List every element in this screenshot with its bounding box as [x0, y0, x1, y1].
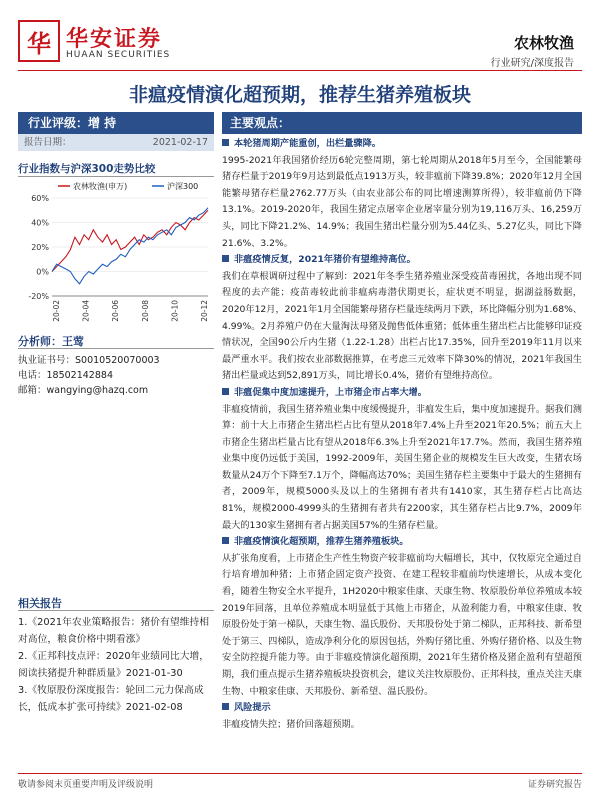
related-report-item[interactable]: 2.《正邦科技点评：2020年业绩同比大增，阅读扶猪提升种群质量》2021-01-30: [18, 651, 210, 679]
footer-disclaimer: 敬请参阅末页重要声明及评级说明: [18, 780, 154, 790]
paragraph: 1995-2021年我国猪价经历6轮完整周期，第七轮周期从2018年5月至今，全国能繁母猪存栏量于2019年9月达到最低点1913万头，较非瘟前下降39.8%；2020年12月全国能繁母猪存栏量2762.77万头（由农业部公布的同比增速测算所得），较非瘟前仍下降13.1%。2019-2020年，我国生猪定点屠宰企业屠宰量分别为19,116万头、16,259万头，同比下降21.2%、14.9%；我国生猪出栏量分别为5.44亿头、5.27亿头，同比下降21.6%、3.2%。: [222, 154, 582, 249]
related-report-item[interactable]: 1.《2021年农业策略报告：猪价有望维持相对高位，粮食价格中期看涨》: [18, 617, 210, 645]
x-tick-label: 20-04: [81, 300, 91, 322]
logo-mark: 华: [18, 20, 60, 62]
series-line: [52, 208, 208, 284]
key-points-header: 主要观点：: [222, 112, 582, 134]
y-tick-label: 0%: [36, 267, 49, 277]
logo-english: HUAAN SECURITIES: [66, 50, 171, 60]
paragraph: 非瘟疫情失控；猪价回落超预期。: [222, 718, 360, 730]
index-comparison-chart: [18, 178, 214, 328]
series-line: [52, 210, 208, 271]
bullet-heading: 本轮猪周期产能重创，出栏量骤降。: [222, 136, 582, 153]
analyst-cert: 执业证书号：S0010520070003: [18, 355, 160, 366]
analyst-divider: [18, 348, 214, 349]
page-title: 非瘟疫情演化超预期，推荐生猪养殖板块: [128, 84, 471, 106]
bullet-heading: 非瘟疫情演化超预期，推荐生猪养殖板块。: [222, 534, 582, 551]
x-tick-label: 20-06: [111, 300, 121, 322]
analyst-label: 分析师：王莺: [18, 335, 84, 348]
chart-section-divider: [18, 176, 214, 177]
legend-label: 农林牧渔(申万): [73, 182, 128, 191]
chart-section-title: 行业指数与沪深300走势比较: [18, 163, 156, 175]
rating-bar: 行业评级：增 持: [18, 112, 214, 134]
y-tick-label: -20%: [28, 292, 49, 301]
header-divider: [18, 70, 582, 71]
related-reports-divider: [18, 610, 214, 611]
bullet-heading: 风险提示: [222, 700, 582, 717]
related-report-item[interactable]: 3.《牧原股份深度报告：轮回二元力保高成长，低成本扩张可持续》2021-02-08: [18, 685, 204, 713]
bullet-heading: 非瘟疫情反复，2021年猪价有望维持高位。: [222, 252, 582, 269]
x-tick-label: 20-10: [170, 300, 180, 322]
analyst-phone: 电话：18502142884: [18, 370, 113, 381]
x-tick-label: 20-02: [52, 300, 61, 322]
bullet-square-icon: [222, 139, 229, 146]
key-points-body: [222, 136, 582, 733]
paragraph: 非瘟疫情前，我国生猪养殖业集中度缓慢提升，非瘟发生后，集中度加速提升。据我们测算：前十大上市猪企生猪出栏占比有望从2018年7.4%上升至2021年20.5%；前五大上市猪企生猪出栏量占比有望从2018年6.3%上升至2021年17.7%。然而，我国生猪养殖业集中度仍远低于美国，1992-2009年，美国生猪企业的规模发生巨大改变，生猪农场数量从24万个下降至7.1万个，降幅高达70%；美国生猪存栏主要集中于最大的生猪拥有者，2009年，规模5000头及以上的生猪拥有者共有1410家，其生猪存栏占比高达81%，规模2000-4999头的生猪拥有者共有2200家，其生猪存栏占比9.7%，2009年最大的130家生猪拥有者占据美国57%的生猪存栏量。: [222, 403, 582, 531]
footer-divider: [18, 773, 582, 774]
report-date-bar: [18, 134, 214, 151]
y-tick-label: 20%: [31, 243, 49, 252]
report-date-label: 报告日期：: [24, 137, 72, 148]
report-date-value: 2021-02-17: [152, 137, 208, 148]
report-type: 行业研究/深度报告: [490, 58, 574, 69]
logo-text: 华安证券: [66, 26, 163, 52]
x-tick-label: 20-12: [200, 300, 209, 322]
related-reports-label: 相关报告: [18, 597, 62, 610]
bullet-heading: 非瘟促集中度加速提升，上市猪企市占率大增。: [222, 385, 582, 402]
related-reports-list: [18, 614, 218, 716]
industry-label: 农林牧渔: [513, 34, 574, 52]
bullet-square-icon: [222, 388, 229, 395]
bullet-square-icon: [222, 703, 229, 710]
analyst-email[interactable]: 邮箱：wangying@hazq.com: [18, 385, 149, 396]
y-tick-label: 40%: [31, 218, 49, 228]
legend-label: 沪深300: [167, 182, 199, 191]
x-tick-label: 20-08: [140, 300, 150, 322]
bullet-square-icon: [222, 537, 229, 544]
paragraph: 我们在草根调研过程中了解到：2021年冬季生猪养殖业深受疫苗毒困扰，各地出现不同程度的去产能；疫苗毒较此前非瘟病毒潜伏期更长，症状更不明显，据湖益肠数据，2020年12月，2021年1月全国能繁母猪存栏量连续两月下跌，环比降幅分别为1.68%、4.99%。2月养殖户仍在大量淘汰母猪及抛售低体重猪；低体重生猪出栏占比能够印证疫情状况，全国90公斤内生猪（1.22-1.28）出栏占比17.35%，回升至2019年11月以来最严重水平。我们按农业部数据推算，在考虑三元效率下降30%的情况，2021年我国生猪出栏量或达到52,891万头，同比增长0.4%，猪价有望维持高位。: [222, 270, 582, 382]
y-tick-label: 60%: [31, 194, 49, 203]
footer-label: 证券研究报告: [527, 780, 582, 790]
paragraph: 从扩张角度看，上市猪企生产性生物资产较非瘟前均大幅增长，其中，仅牧原完全通过自行培育增加种猪；上市猪企固定资产投资、在建工程较非瘟前均快速增长，从成本变化看，随着生物安全水平提升，1H2020中粮家佳康、天康生物、牧原股份单位养殖成本较2019年回落，且单位养殖成本明显低于其他上市猪企，从盈利能力看，中粮家佳康、牧原股份处于第一梯队，天康生物、温氏股份、天邦股份处于第二梯队，正邦科技、新希望处于第三、四梯队，造成净利分化的原因包括，外购仔猪比重、外购仔猪价格、以及生物安全防控提升能力等。由于非瘟疫情演化超预期，2021年生猪价格及猪企盈利有望超预期，我们重点提示生猪养殖板块投资机会，建议关注牧原股份、正邦科技，重点关注天康生物、中粮家佳康、天邦股份、新希望、温氏股份。: [222, 552, 582, 697]
bullet-square-icon: [222, 255, 229, 262]
